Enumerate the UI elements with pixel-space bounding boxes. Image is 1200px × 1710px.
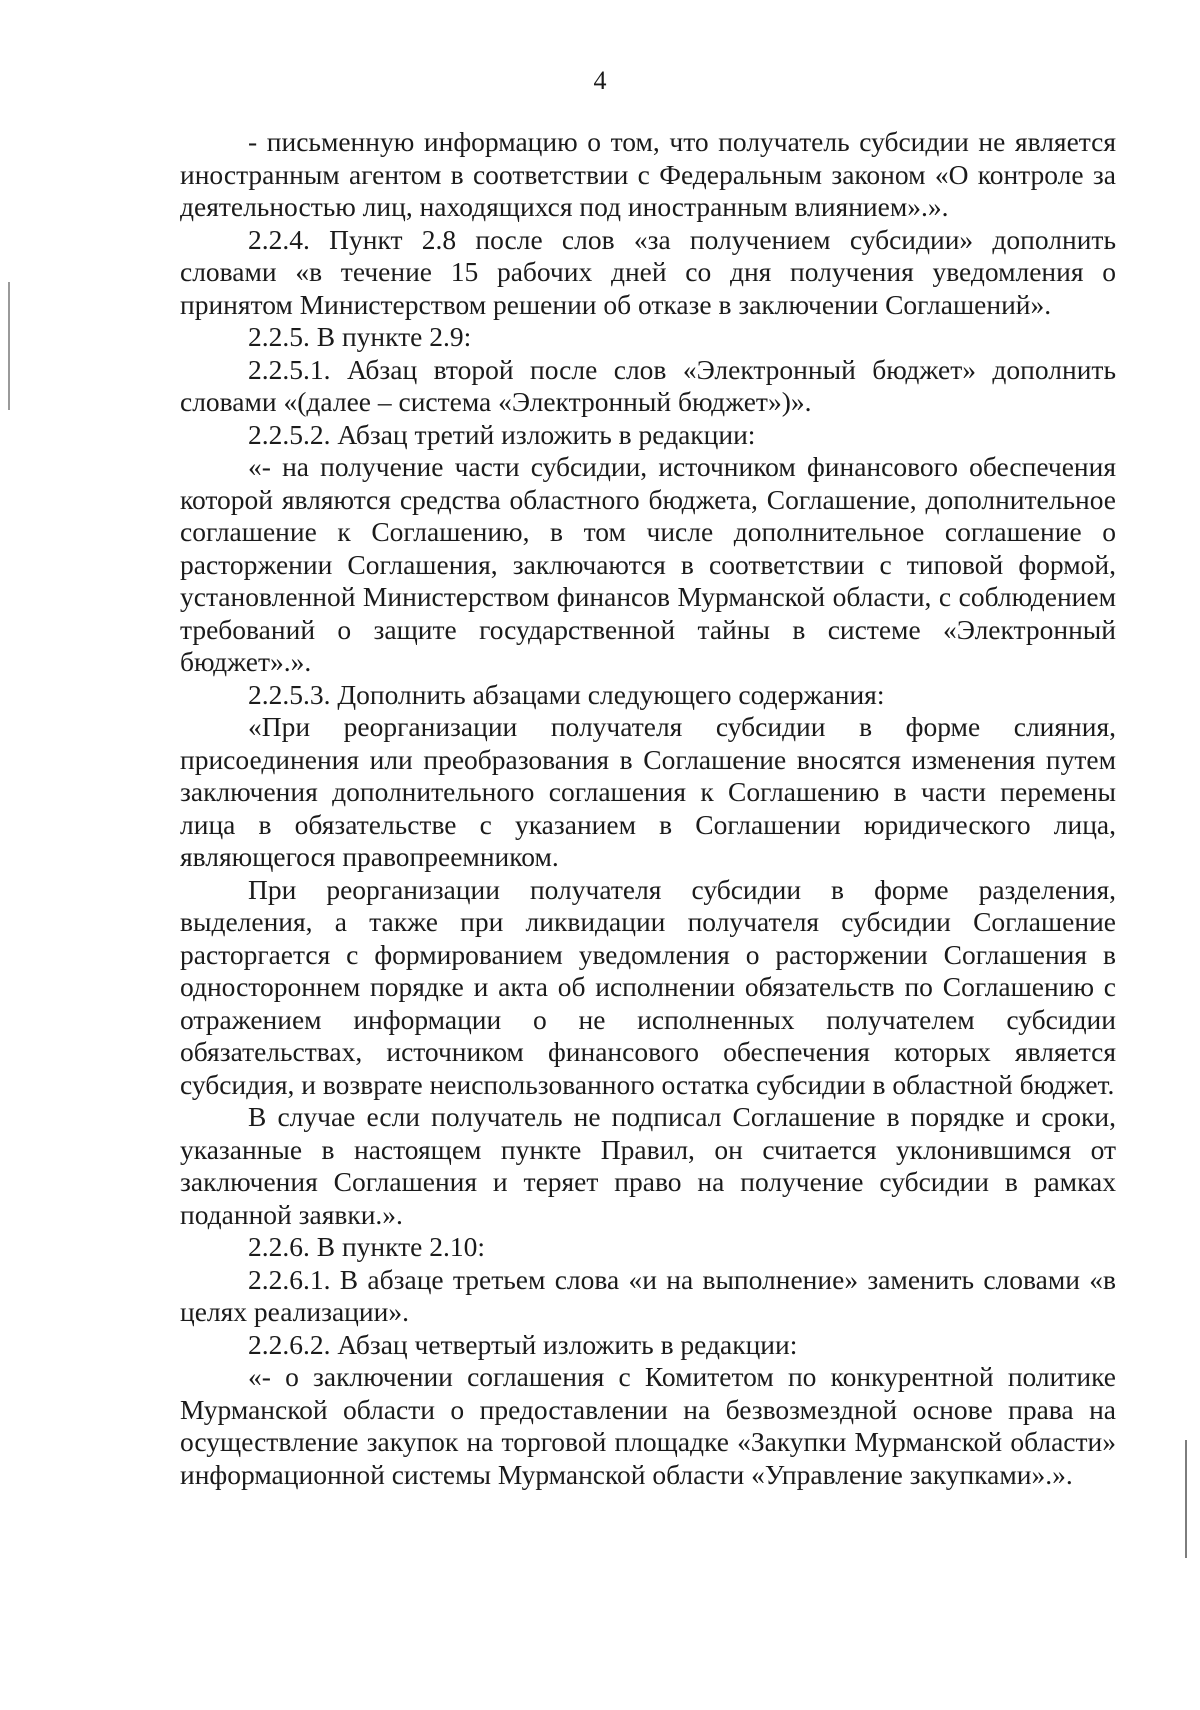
- paragraph: При реорганизации получателя субсидии в форме разделения, выделения, а также при ликвидации получателя субсидии Соглашение расторгается с формированием уведомления о расторжении Соглашения в одностороннем порядке и акта об исполнении обязательств по Соглашению с отражением информации о не исполненных получателем субсидии обязательствах, источником финансового обеспечения которых является субсидия, и возврате неиспользованного остатка субсидии в областной бюджет.: [180, 873, 1116, 1100]
- scan-edge-mark: [1185, 1440, 1187, 1558]
- page-number: 4: [593, 66, 607, 95]
- paragraph: - письменную информацию о том, что получатель субсидии не является иностранным агентом в соответствии с Федеральным законом «О контроле за деятельностью лиц, находящихся под иностранным влиянием».».: [180, 126, 1116, 222]
- paragraph: «При реорганизации получателя субсидии в форме слияния, присоединения или преобразования в Соглашение вносятся изменения путем заключения дополнительного соглашения к Соглашению в части перемены лица в обязательстве с указанием в Соглашении юридического лица, являющегося правопреемником.: [180, 711, 1116, 872]
- paragraph: 2.2.5.2. Абзац третий изложить в редакции:: [248, 418, 756, 450]
- paragraph: «- о заключении соглашения с Комитетом по конкурентной политике Мурманской области о предоставлении на безвозмездной основе права на осуществление закупок на торговой площадке «Закупки Мурманской области» информационной системы Мурманской области «Управление закупками».».: [180, 1361, 1116, 1490]
- paragraph: В случае если получатель не подписал Соглашение в порядке и сроки, указанные в настоящем пункте Правил, он считается уклонившимся от заключения Соглашения и теряет право на получение субсидии в рамках поданной заявки.».: [180, 1101, 1116, 1230]
- paragraph: 2.2.6. В пункте 2.10:: [248, 1231, 486, 1262]
- paragraph: 2.2.5.3. Дополнить абзацами следующего содержания:: [248, 678, 885, 710]
- paragraph: 2.2.4. Пункт 2.8 после слов «за получением субсидии» дополнить словами «в течение 15 рабочих дней со дня получения уведомления о принятом Министерством решении об отказе в заключении Соглашений».: [180, 223, 1116, 320]
- paragraph: 2.2.6.1. В абзаце третьем слова «и на выполнение» заменить словами «в целях реализации».: [180, 1263, 1116, 1327]
- paragraph: 2.2.5.1. Абзац второй после слов «Электронный бюджет» дополнить словами «(далее – система «Электронный бюджет»)».: [180, 353, 1116, 417]
- paragraph: 2.2.6.2. Абзац четвертый изложить в редакции:: [248, 1328, 798, 1360]
- paragraph: «- на получение части субсидии, источником финансового обеспечения которой являются средства областного бюджета, Соглашение, дополнительное соглашение к Соглашению, в том числе дополнительное соглашение о расторжении Соглашения, заключаются в соответствии с типовой формой, установленной Министерством финансов Мурманской области, с соблюдением требований о защите государственной тайны в системе «Электронный бюджет».».: [180, 451, 1116, 677]
- document-body: [180, 126, 1116, 1491]
- scan-edge-mark: [8, 282, 10, 410]
- paragraph: 2.2.5. В пункте 2.9:: [248, 321, 472, 352]
